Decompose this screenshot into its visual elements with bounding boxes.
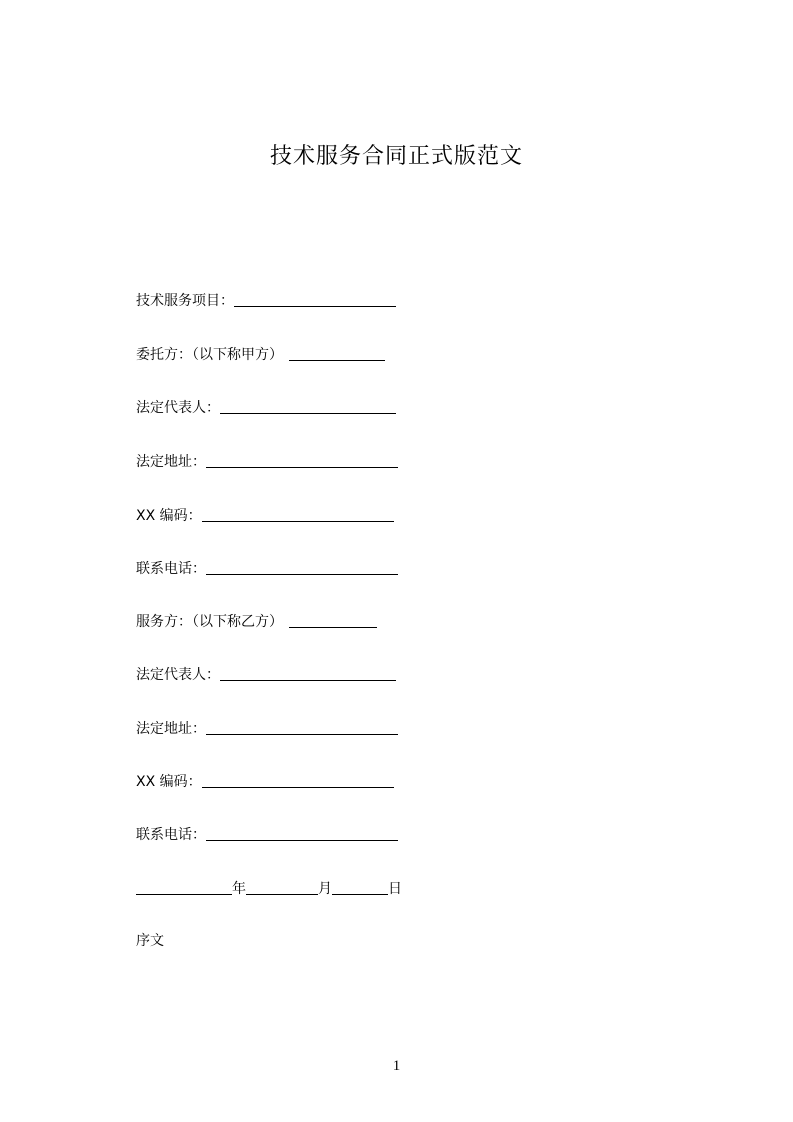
provider-phone-blank[interactable]: [206, 825, 398, 841]
provider-rep-line: [136, 663, 396, 685]
project-label: 技术服务项目：: [136, 293, 234, 309]
provider-address-line: [136, 717, 398, 739]
provider-blank[interactable]: [289, 612, 377, 628]
provider-phone-label: 联系电话：: [136, 827, 206, 843]
project-blank[interactable]: [234, 291, 396, 307]
preface-heading: [136, 930, 164, 952]
client-code-line: [136, 504, 394, 526]
date-day-label: 日: [388, 881, 402, 897]
provider-line: [136, 610, 377, 632]
client-address-line: [136, 450, 398, 472]
client-address-blank[interactable]: [206, 452, 398, 468]
date-month-blank[interactable]: [246, 879, 318, 895]
provider-code-line: [136, 770, 394, 792]
document-title: 技术服务合同正式版范文: [269, 144, 523, 169]
page-number: 1: [392, 1058, 401, 1074]
client-blank[interactable]: [289, 345, 385, 361]
client-code-blank[interactable]: [202, 506, 394, 522]
client-rep-label: 法定代表人：: [136, 400, 220, 416]
client-address-label: 法定地址：: [136, 454, 206, 470]
date-year-label: 年: [232, 881, 246, 897]
client-rep-blank[interactable]: [220, 398, 396, 414]
client-phone-line: [136, 557, 398, 579]
provider-phone-line: [136, 823, 398, 845]
project-line: [136, 289, 396, 311]
preface-label: 序文: [136, 933, 164, 949]
client-code-label: XX 编码：: [136, 508, 202, 524]
date-month-label: 月: [318, 881, 332, 897]
client-line: [136, 343, 385, 365]
client-phone-label: 联系电话：: [136, 561, 206, 577]
provider-address-label: 法定地址：: [136, 721, 206, 737]
provider-address-blank[interactable]: [206, 719, 398, 735]
date-day-blank[interactable]: [332, 879, 388, 895]
provider-label: 服务方：（以下称乙方）: [136, 614, 283, 630]
date-year-blank[interactable]: [136, 879, 232, 895]
client-phone-blank[interactable]: [206, 559, 398, 575]
provider-rep-blank[interactable]: [220, 665, 396, 681]
client-rep-line: [136, 396, 396, 418]
client-label: 委托方：（以下称甲方）: [136, 347, 283, 363]
provider-rep-label: 法定代表人：: [136, 667, 220, 683]
provider-code-label: XX 编码：: [136, 774, 202, 790]
provider-code-blank[interactable]: [202, 772, 394, 788]
date-line: [136, 877, 402, 899]
